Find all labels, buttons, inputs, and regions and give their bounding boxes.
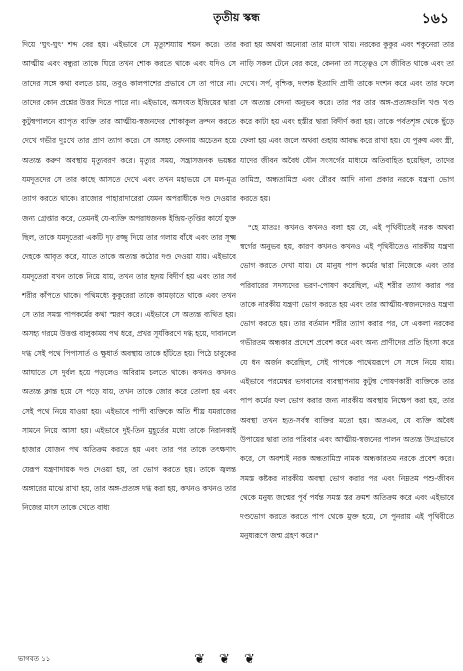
floral-ornament-icon: ❦ [194,652,220,667]
page-number: ১৬১ [421,11,449,27]
footer-ornaments [18,652,445,667]
running-title: তৃতীয় স্কন্ধ [213,11,260,24]
right-column [240,32,454,644]
floral-ornament-icon: ❦ [243,652,269,667]
floral-ornament-icon: ❦ [219,652,244,667]
left-column [22,32,236,644]
left-column-paragraph: দিয়ে 'ঘুৎ-ঘুৎ' শব্দ বের হয়। এইভাবে সে মৃত্যুশয্যায় শয়ন করে। তার আত্মীয় এবং বন্ধুরা তাকে ঘিরে তখন শোক করতে থাকে এবং যদিও সে তাদের সঙ্গে কথা বলতে চায়, তবুও কালপাশের প্রভাবে সে তা পারে না। তাদের কোন প্রশ্নের উত্তর দিতে পারে না। এইভাবে, অসংযত ইন্দ্রিয়ের দ্বারা কুটুম্বপালনে ব্যাপৃত ব্যক্তি তার আত্মীয়-স্বজনদের শোকাকুল ক্রন্দন করতে দেখে গভীর দুঃখে তার প্রাণ ত্যাগ করে। সে অসহ্য বেদনায় অচেতন হয়ে অত্যন্ত করুণ অবস্থায় মৃত্যুবরণ করে। মৃত্যুর সময়, সন্ত্রাসজনক ভয়ঙ্কর যমদূতদের সে তার কাছে আসতে দেখে এবং তখন মহাভয়ে সে মল-মূত্র ত্যাগ করতে থাকে। রাজ্যের পাহারাদারেরা যেমন অপরাধীকে দণ্ড দেওয়ার জন্য গ্রেপ্তার করে, তেমনই যে-ব্যক্তি অপরাধজনক ইন্দ্রিয়-তৃপ্তির কার্যে যুক্ত ছিল, তাকে যমদূতেরা একটি দৃঢ় রজ্জু দিয়ে তার গলায় বাঁধে এবং তার সূক্ষ্ম দেহকে আবৃত করে, যাতে তাকে অত্যন্ত কঠোর দণ্ড দেওয়া যায়। এইভাবে যমদূতেরা যখন তাকে নিয়ে যায়, তখন তার হৃদয় বিদীর্ণ হয় এবং তার সর্ব শরীর কাঁপতে থাকে। পথিমধ্যে কুকুরেরা তাকে কামড়াতে থাকে এবং তখন সে তার সমস্ত পাপকর্মের কথা স্মরণ করে। এইভাবে সে অত্যন্ত ব্যথিত হয়। অসহ্য গরমে উত্তপ্ত বালুকাময় পথ ধরে, প্রখর সূর্যকিরণে দগ্ধ হয়ে, দাবানলে দগ্ধ সেই পথে পিপাসার্ত ও ক্ষুধার্ত অবস্থায় তাকে হাঁটতে হয়। পিঠে চাবুকের আঘাতে সে দুর্বল হয়ে পড়লেও অবিরাম চলতে থাকে। কখনও কখনও অত্যন্ত ক্লান্ত হয়ে সে পড়ে যায়, তখন তাকে জোর করে তোলা হয় এবং সেই পথে নিয়ে যাওয়া হয়। এইভাবে পাপী ব্যক্তিকে অতি শীঘ্র যমরাজের সামনে নিয়ে আসা হয়। এইভাবে দুই-তিন মুহূর্তের মধ্যে তাকে নিরানব্বই হাজার যোজন পথ অতিক্রম করতে হয় এবং তার পর তাকে তৎক্ষণাৎ যেরূপ যন্ত্রণাদায়ক দণ্ড দেওয়া হয়, তা ভোগ করতে হয়। তাকে জ্বলন্ত অঙ্গারের মাঝে রাখা হয়, তার অঙ্গ-প্রত্যঙ্গ দগ্ধ করা হয়, কখনও কখনও তার নিজের মাংস তাকে খেতে বাধ্য [22,40,236,513]
printer-signature: ভাগবত ১১ [18,655,51,663]
running-header [24,6,449,26]
right-column-paragraph-2: "হে মাতঃ! কখনও কখনও বলা হয় যে, এই পৃথিবীতেই নরক অথবা স্বর্গের অনুভব হয়, কারণ কখনও কখনও এই পৃথিবীতেও নারকীয় যন্ত্রণা ভোগ করতে দেখা যায়। যে মানুষ পাপ কর্মের দ্বারা নিজেকে এবং তার পরিবারের সদস্যদের ভরণ-পোষণ করেছিল, এই শরীর ত্যাগ করার পর তাকে নারকীয় যন্ত্রণা ভোগ করতে হয় এবং তার আত্মীয়-স্বজনদেরও যন্ত্রণা ভোগ করতে হয়। তার বর্তমান শরীর ত্যাগ করার পর, সে একলা নরকের গভীরতম অন্ধকার প্রদেশে প্রবেশ করে এবং অন্য প্রাণীদের প্রতি হিংসা করে যে ধন অর্জন করেছিল, সেই পাপকে পাথেয়রূপে সে সঙ্গে নিয়ে যায়। এইভাবে পরমেশ্বর ভগবানের ব্যবস্থাপনায় কুটুম্ব পোষণকারী ব্যক্তিকে তার পাপ কর্মের ফল ভোগ করার জন্য নারকীয় অবস্থায় নিক্ষেপ করা হয়, তার অবস্থা তখন হৃত-সর্বস্ব ব্যক্তির মতো হয়। অতএব, যে ব্যক্তি অবৈধ উপায়ের দ্বারা তার পরিবার এবং আত্মীয়-স্বজনের পালন অত্যন্ত উদগ্রভাবে করে, সে অবশ্যই নরক অন্ধতামিস্র নামক অন্ধকারতম নরকে প্রবেশ করে। সমস্ত কষ্টকর নারকীয় অবস্থা ভোগ করার পর এবং নিম্নতম পশু-জীবন থেকে মনুষ্য জন্মের পূর্ব পর্যন্ত সমস্ত স্তর ক্রমশ অতিক্রম করে এবং এইভাবে দণ্ডভোগ করতে করতে পাপ থেকে মুক্ত হয়ে, সে পুনরায় এই পৃথিবীতে মনুষ্যরূপে জন্ম গ্রহণ করে।" [240,222,454,541]
right-column-paragraph-1: করা হয় অথবা অন্যেরা তার মাংস খায়। নরকের কুকুর এবং শকুনেরা তার নাড়ি সকল টেনে বের করে, কেননা তা সত্ত্বেও সে জীবিত থাকে এবং তা দেখে। সর্প, বৃশ্চিক, দংশক ইত্যাদি প্রাণী তাকে দংশন করে এবং তার ফলে সে অত্যন্ত বেদনা অনুভব করে। তার পর তার অঙ্গ-প্রত্যঙ্গগুলি খণ্ড খণ্ড করে কাটা হয় এবং হস্তীর দ্বারা বিদীর্ণ করা হয়। তাকে পর্বতশৃঙ্গ থেকে ছুঁড়ে ফেলা হয় এবং জলে অথবা গুহায় আবদ্ধ করে রাখা হয়। যে পুরুষ এবং স্ত্রী, যাদের জীবন অবৈধ যৌন সংসর্গের মাধ্যমে অতিবাহিত হয়েছিল, তাদের তামিস্র, অন্ধতামিস্র এবং রৌরব আদি নানা প্রকার নরকে যন্ত্রণা ভোগ করতে হয়। [240,40,454,204]
page-footer [18,649,445,667]
